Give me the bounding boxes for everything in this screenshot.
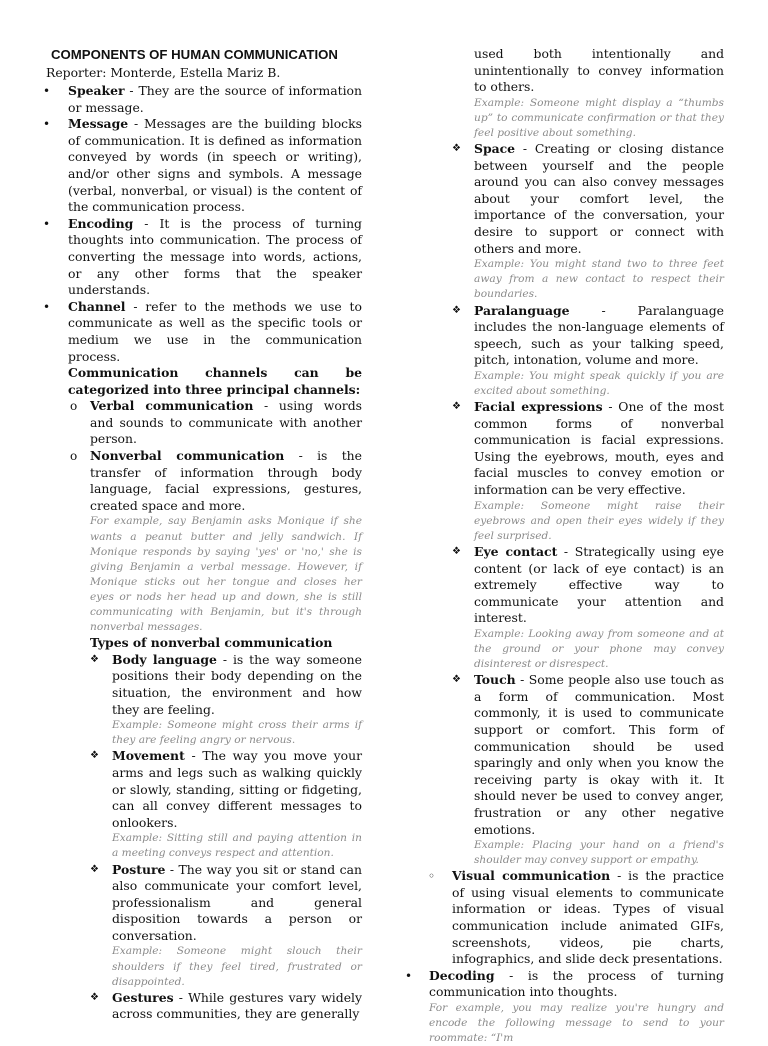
encoding-text: - It is the process of turning thoughts into communication. The process of converting the message into words, actions, or any other forms that the speaker understands. xyxy=(68,215,362,298)
verbal-term: Verbal communication xyxy=(90,398,254,414)
paralanguage-term: Paralanguage xyxy=(474,302,570,318)
gestures-continued xyxy=(404,46,724,141)
posture-item xyxy=(90,862,362,990)
document-title: COMPONENTS OF HUMAN COMMUNICATION xyxy=(51,47,338,62)
posture-text: - The way you sit or stand can also communicate your comfort level, professionalism and general disposition towards a person or conversation. xyxy=(112,861,362,943)
facial-expressions-term: Facial expressions xyxy=(474,399,603,415)
gestures-text: - While gestures vary widely across communities, they are generally xyxy=(112,989,362,1022)
movement-term: Movement xyxy=(112,748,185,764)
space-item xyxy=(404,141,724,302)
diamond-bullet-icon: ❖ xyxy=(90,863,99,875)
encoding-term: Encoding xyxy=(68,215,134,231)
body-language-example: Example: Someone might cross their arms if they are feeling angry or nervous. xyxy=(112,719,362,747)
bullet-icon: • xyxy=(43,216,51,231)
touch-item xyxy=(404,672,724,868)
verbal-text: - using words and sounds to communicate with another person. xyxy=(90,398,362,447)
speaker-term: Speaker xyxy=(68,83,125,98)
nonverbal-term: Nonverbal communication xyxy=(90,448,285,464)
types-heading: Types of nonverbal communication xyxy=(90,635,333,651)
movement-example: Example: Sitting still and paying attention in a meeting conveys respect and attention. xyxy=(112,832,362,860)
bullet-icon: • xyxy=(43,117,51,132)
facial-expressions-example: Example: Someone might raise their eyebrows and open their eyes widely if they feel surprised. xyxy=(474,499,724,542)
eye-contact-text: - Strategically using eye content (or lack of eye contact) is an extremely effective way to communicate your attention and interest. xyxy=(474,543,725,626)
message-item xyxy=(40,116,362,216)
body-language-term: Body language xyxy=(112,651,217,667)
space-term: Space xyxy=(474,141,516,157)
decoding-example: For example, you may realize you're hungry and encode the following message to send to your roommate: “I'm xyxy=(429,1002,724,1045)
diamond-bullet-icon: ❖ xyxy=(90,991,99,1003)
space-text: - Creating or closing distance between yourself and the people around you can also convey messages about your comfort level, the importance of the conversation, your desire to support or connect with others and more. xyxy=(474,141,724,256)
bullet-icon: • xyxy=(43,299,51,314)
decoding-text: - is the process of turning communication into thoughts. xyxy=(429,967,724,1000)
left-column xyxy=(40,46,362,1023)
channel-term: Channel xyxy=(68,298,126,314)
visual-term: Visual communication xyxy=(452,868,611,884)
visual-text: - is the practice of using visual elements to communicate information or ideas. Types of visual communication include animated GIFs, screenshots, videos, pie charts, infographics, and slide deck presentations. xyxy=(452,868,725,967)
message-term: Message xyxy=(68,116,129,132)
circle-bullet-icon: o xyxy=(70,399,78,414)
diamond-bullet-icon: ❖ xyxy=(452,674,461,686)
touch-example: Example: Placing your hand on a friend's shoulder may convey support or empathy. xyxy=(474,839,724,867)
body-language-text: - is the way someone positions their body depending on the situation, the environment and how they are feeling. xyxy=(112,651,362,717)
movement-text: - The way you move your arms and legs such as walking quickly or slowly, standing, sitting or fidgeting, can all convey different messages to onlookers. xyxy=(112,748,362,830)
facial-expressions-item xyxy=(404,399,724,544)
decoding-term: Decoding xyxy=(429,967,495,983)
message-text: - Messages are the building blocks of communication. It is defined as information conveyed by words (in speech or writing), and/or other signs and symbols. A message (verbal, nonverbal, or visual) is the content of the communication process. xyxy=(68,116,362,215)
small-circle-bullet-icon: ◦ xyxy=(428,869,436,884)
paralanguage-item xyxy=(404,303,724,400)
diamond-bullet-icon: ❖ xyxy=(90,653,99,665)
bullet-icon: • xyxy=(405,968,413,983)
facial-expressions-text: - One of the most common forms of nonverbal communication is facial expressions. Using the eyebrows, mouth, eyes and facial muscles to convey emotion or information can be very effective. xyxy=(474,399,724,498)
paralanguage-text: - Paralanguage includes the non-language elements of speech, such as your talking speed, pitch, intonation, volume and more. xyxy=(474,302,724,368)
speaker-item xyxy=(40,83,362,116)
verbal-item xyxy=(68,398,362,448)
gestures-example: Example: Someone might display a “thumbs up” to communicate confirmation or that they feel positive about something. xyxy=(474,96,724,139)
body-language-item xyxy=(90,652,362,749)
eye-contact-example: Example: Looking away from someone and at the ground or your phone may convey disinterest or disrespect. xyxy=(474,627,724,671)
visual-item xyxy=(404,868,724,968)
movement-item xyxy=(90,748,362,861)
diamond-bullet-icon: ❖ xyxy=(452,304,461,316)
posture-term: Posture xyxy=(112,861,166,877)
channels-intro: Communication channels can be categorized into three principal channels: xyxy=(68,365,362,397)
posture-example: Example: Someone might slouch their shoulders if they feel tired, frustrated or disappointed. xyxy=(112,945,362,988)
bullet-icon: • xyxy=(43,84,51,98)
speaker-text: - They are the source of information or message. xyxy=(68,83,362,115)
reporter-line: Reporter: Monterde, Estella Mariz B. xyxy=(46,65,281,80)
diamond-bullet-icon: ❖ xyxy=(452,401,461,413)
diamond-bullet-icon: ❖ xyxy=(452,545,461,557)
touch-term: Touch xyxy=(474,672,516,688)
nonverbal-text: - is the transfer of information through body language, facial expressions, gestures, created space and more. xyxy=(90,448,362,513)
space-example: Example: You might stand two to three feet away from a new contact to respect their boundaries. xyxy=(474,258,724,301)
right-column xyxy=(404,46,724,1046)
touch-text: - Some people also use touch as a form of communication. Most commonly, it is used to communicate support or comfort. This form of communication should be used sparingly and only when you know the receiving party is okay with it. It should never be used to convey anger, frustration or any other negative emotions. xyxy=(474,672,724,837)
nonverbal-item xyxy=(68,448,362,1023)
diamond-bullet-icon: ❖ xyxy=(90,750,99,762)
diamond-bullet-icon: ❖ xyxy=(452,143,461,155)
encoding-item xyxy=(40,216,362,299)
paralanguage-example: Example: You might speak quickly if you are excited about something. xyxy=(474,369,724,397)
gestures-cont-text: used both intentionally and unintentionally to convey information to others. xyxy=(474,46,724,95)
eye-contact-term: Eye contact xyxy=(474,543,558,559)
channel-text: - refer to the methods we use to communicate as well as the specific tools or medium we use in the communication process. xyxy=(68,298,362,364)
decoding-item xyxy=(404,968,724,1046)
gestures-term: Gestures xyxy=(112,989,174,1005)
circle-bullet-icon: o xyxy=(70,449,78,464)
channel-item xyxy=(40,299,362,1023)
gestures-item xyxy=(90,990,362,1023)
nonverbal-example: For example, say Benjamin asks Monique if she wants a peanut butter and jelly sandwich. If Monique responds by saying 'yes' or 'no,' she is giving Benjamin a verbal message. However, if Monique sticks out her tongue and closes her eyes or nods her head up and down, she is still communicating with Benjamin, but it's through nonverbal messages. xyxy=(90,515,362,634)
eye-contact-item xyxy=(404,544,724,672)
